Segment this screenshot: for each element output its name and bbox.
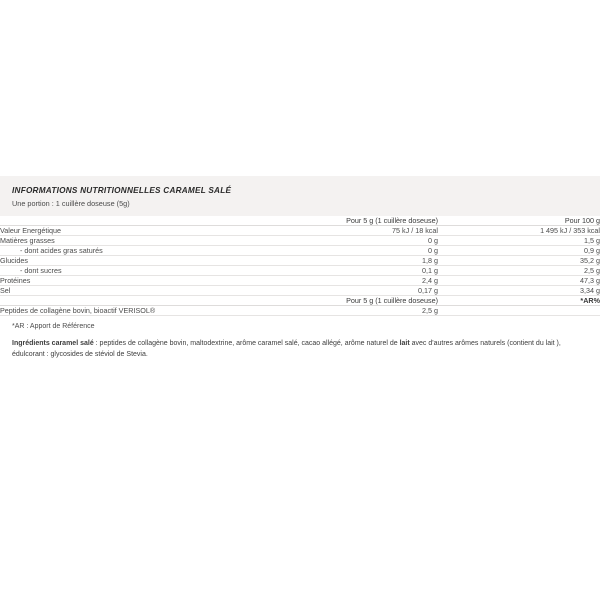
row-value-b: 35,2 g: [580, 256, 600, 265]
table-row: [0, 236, 600, 246]
table-header-label: [0, 216, 276, 226]
row-value-b: 3,34 g: [580, 286, 600, 295]
table-header-col-a: Pour 5 g (1 cuillère doseuse): [346, 216, 438, 225]
table-row: [0, 256, 600, 266]
ingredients-body-1: : peptides de collagène bovin, maltodextrine, arôme caramel salé, cacao allégé, arôme naturel de: [93, 340, 400, 347]
table-header-col-b: Pour 100 g: [564, 216, 600, 225]
table-header2-col-b: *AR%: [580, 296, 600, 305]
row-value-a: 2,5 g: [422, 306, 438, 315]
row-label: Protéines: [0, 276, 31, 285]
table-row: [0, 226, 600, 236]
row-label: Glucides: [0, 256, 28, 265]
page-title: INFORMATIONS NUTRITIONNELLES CARAMEL SALÉ: [12, 186, 232, 195]
ingredients-allergen-lait: lait: [399, 340, 410, 347]
ingredients-lead: Ingrédients caramel salé: [12, 340, 94, 347]
row-value-a: 0,1 g: [422, 266, 438, 275]
row-label: Sel: [0, 286, 11, 295]
row-label: Matières grasses: [0, 236, 55, 245]
ingredients-paragraph: [0, 330, 600, 361]
footnote-ar: *AR : Apport de Référence: [12, 323, 95, 330]
table-row: [0, 306, 600, 316]
row-value-b: 1,5 g: [584, 236, 600, 245]
row-value-b: 1 495 kJ / 353 kcal: [540, 226, 600, 235]
table-row: [0, 286, 600, 296]
row-value-a: 0,17 g: [418, 286, 438, 295]
row-value-a: 75 kJ / 18 kcal: [392, 226, 438, 235]
table-header-label-2: [0, 296, 276, 306]
table-row: [0, 276, 600, 286]
table-row: [0, 266, 600, 276]
row-value-b: 47,3 g: [580, 276, 600, 285]
row-value-b: 2,5 g: [584, 266, 600, 275]
row-value-b: [438, 306, 600, 316]
portion-text: Une portion : 1 cuillère doseuse (5g): [12, 199, 130, 208]
row-label: - dont sucres: [20, 266, 62, 275]
row-label: Valeur Energétique: [0, 226, 62, 235]
table-header-row-secondary: [0, 296, 600, 306]
row-value-a: 0 g: [428, 246, 438, 255]
row-label: - dont acides gras saturés: [20, 246, 103, 255]
panel-header: [0, 176, 600, 216]
row-value-a: 0 g: [428, 236, 438, 245]
nutrition-table: [0, 216, 600, 316]
row-label: Peptides de collagène bovin, bioactif VERISOL®: [0, 306, 156, 315]
nutrition-panel: [0, 176, 600, 361]
row-value-b: 0,9 g: [584, 246, 600, 255]
ingredients-body-2: avec d'autres arômes naturels (contient du lait ), édulcorant : glycosides de stéviol de Stevia.: [12, 340, 561, 358]
table-header-row: [0, 216, 600, 226]
row-value-a: 2,4 g: [422, 276, 438, 285]
table-header2-col-a: Pour 5 g (1 cuillère doseuse): [346, 296, 438, 305]
table-row: [0, 246, 600, 256]
row-value-a: 1,8 g: [422, 256, 438, 265]
